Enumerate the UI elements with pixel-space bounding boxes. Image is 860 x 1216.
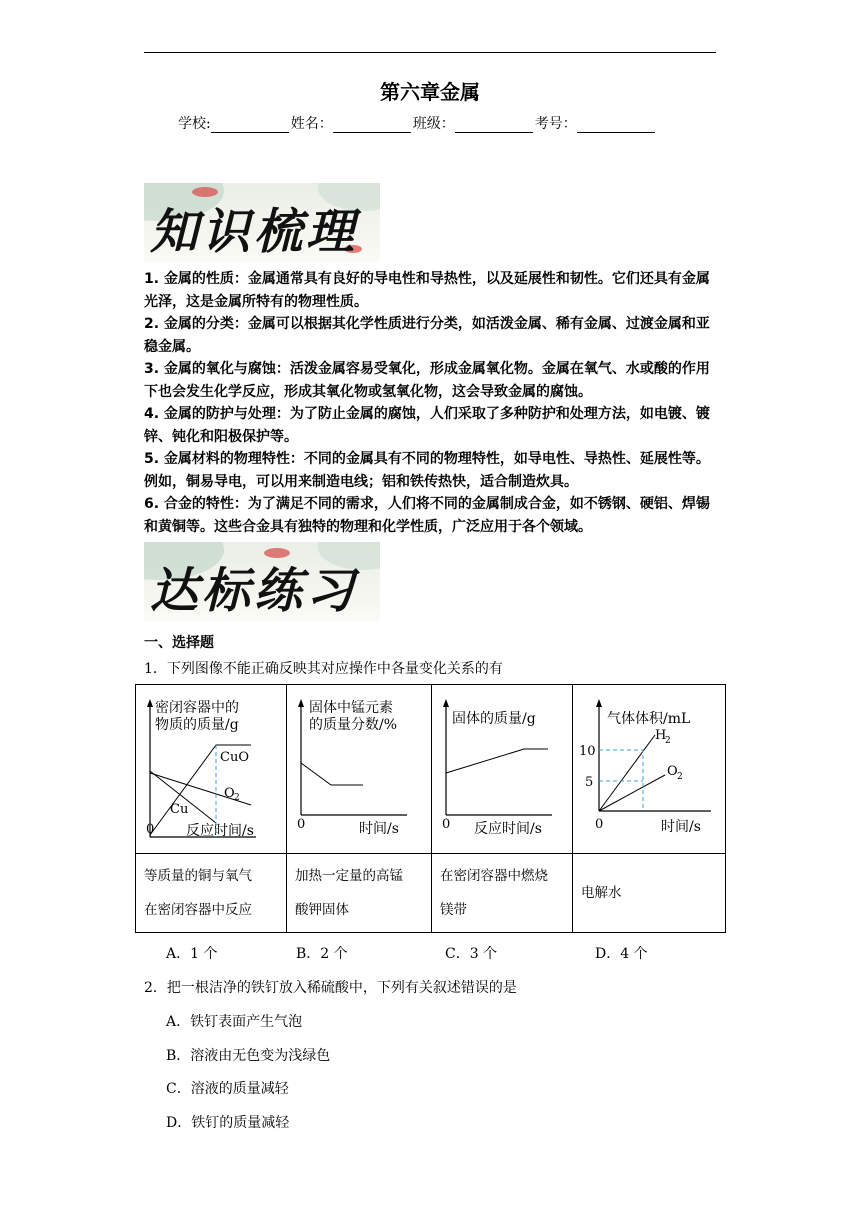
q2-option-c[interactable]: C．溶液的质量减轻 [166, 1081, 289, 1097]
cu-label: Cu [170, 802, 189, 817]
desc-cell: 在密闭容器中燃烧 镁带 [432, 854, 573, 933]
school-label: 学校: [178, 116, 211, 132]
graph-origin: 0 [146, 822, 155, 837]
knowledge-banner [144, 183, 380, 263]
h2-subscript: 2 [665, 736, 671, 746]
knowledge-point: 1. 金属的性质：金属通常具有良好的导电性和导热性，以及延展性和韧性。它们还具有金属光泽，这是金属所特有的物理性质。 [144, 271, 710, 310]
graph-ylabel: 密闭容器中的 [155, 700, 239, 716]
desc-cell: 电解水 [573, 854, 726, 933]
q2-option-d[interactable]: D．铁钉的质量减轻 [166, 1115, 290, 1131]
cuo-label: CuO [220, 750, 249, 765]
graph-ylabel: 气体体积/mL [607, 711, 691, 727]
page-title: 第六章金属 [380, 80, 480, 104]
question-1-stem: 1．下列图像不能正确反映其对应操作中各量变化关系的有 [144, 661, 503, 677]
number-label: 考号： [534, 116, 577, 132]
option-a[interactable]: A．1 个 [166, 946, 218, 962]
knowledge-point: 3. 金属的氧化与腐蚀：活泼金属容易受氧化，形成金属氧化物。金属在氧气、水或酸的作用下也会发生化学反应，形成其氧化物或氢氧化物，这会导致金属的腐蚀。 [144, 361, 710, 400]
knowledge-banner-text: 知识梳理 [150, 204, 359, 260]
header-rule [144, 52, 716, 53]
tick-5: 5 [585, 775, 594, 790]
tick-10: 10 [579, 744, 596, 759]
graph-cell [287, 685, 432, 854]
knowledge-point: 2. 金属的分类：金属可以根据其化学性质进行分类，如活泼金属、稀有金属、过渡金属和亚稳金属。 [144, 316, 710, 355]
graph-xlabel: 反应时间/s [186, 823, 254, 839]
name-blank[interactable] [333, 118, 411, 133]
option-d[interactable]: D．4 个 [595, 946, 648, 962]
graph-cell [432, 685, 573, 854]
option-c[interactable]: C．3 个 [445, 946, 498, 962]
question-2-stem: 2．把一根洁净的铁钉放入稀硫酸中，下列有关叙述错误的是 [144, 980, 517, 996]
o2-label: O [667, 764, 678, 779]
o2-subscript: 2 [677, 772, 683, 782]
school-blank[interactable] [211, 118, 289, 133]
graph-ylabel: 的质量分数/% [309, 717, 398, 733]
class-label: 班级： [412, 116, 455, 132]
graph-ylabel: 固体的质量/g [452, 711, 536, 727]
question-1-table [135, 684, 726, 933]
graph-ylabel: 物质的质量/g [155, 717, 239, 733]
graph-electrolysis [573, 685, 725, 853]
q2-option-a[interactable]: A．铁钉表面产生气泡 [166, 1014, 303, 1030]
desc-cell: 加热一定量的高锰 酸钾固体 [287, 854, 432, 933]
graph-kmno4 [287, 685, 431, 853]
knowledge-point: 6. 合金的特性：为了满足不同的需求，人们将不同的金属制成合金，如不锈钢、硬铝、焊锡和黄铜等。这些合金具有独特的物理和化学性质，广泛应用于各个领域。 [144, 496, 710, 535]
student-info-line [178, 113, 657, 133]
graph-cu-o2 [136, 685, 286, 853]
number-blank[interactable] [577, 118, 655, 133]
knowledge-point: 4. 金属的防护与处理：为了防止金属的腐蚀，人们采取了多种防护和处理方法，如电镀、镀锌、钝化和阳极保护等。 [144, 406, 710, 445]
h2-label: H [655, 728, 667, 743]
option-b[interactable]: B．2 个 [296, 946, 348, 962]
graph-mg-burn [432, 685, 572, 853]
q2-option-b[interactable]: B．溶液由无色变为浅绿色 [166, 1048, 331, 1064]
knowledge-point: 5. 金属材料的物理特性：不同的金属具有不同的物理特性，如导电性、导热性、延展性等。例如，铜易导电，可以用来制造电线；铝和铁传热快，适合制造炊具。 [144, 451, 710, 490]
desc-cell: 等质量的铜与氧气 在密闭容器中反应 [136, 854, 287, 933]
graph-origin: 0 [595, 817, 604, 832]
graph-cell [573, 685, 726, 854]
graph-xlabel: 反应时间/s [474, 821, 542, 837]
section-title: 一、选择题 [144, 635, 214, 651]
graph-origin: 0 [442, 817, 451, 832]
class-blank[interactable] [455, 118, 533, 133]
graph-cell [136, 685, 287, 854]
o2-label: O [224, 786, 235, 801]
practice-banner [144, 542, 380, 622]
name-label: 姓名： [290, 116, 333, 132]
graph-ylabel: 固体中锰元素 [309, 700, 393, 716]
graph-xlabel: 时间/s [661, 819, 701, 835]
knowledge-points [144, 268, 720, 538]
practice-banner-text: 达标练习 [150, 563, 359, 619]
graph-xlabel: 时间/s [359, 821, 399, 837]
o2-subscript: 2 [234, 793, 240, 803]
graph-origin: 0 [297, 817, 306, 832]
